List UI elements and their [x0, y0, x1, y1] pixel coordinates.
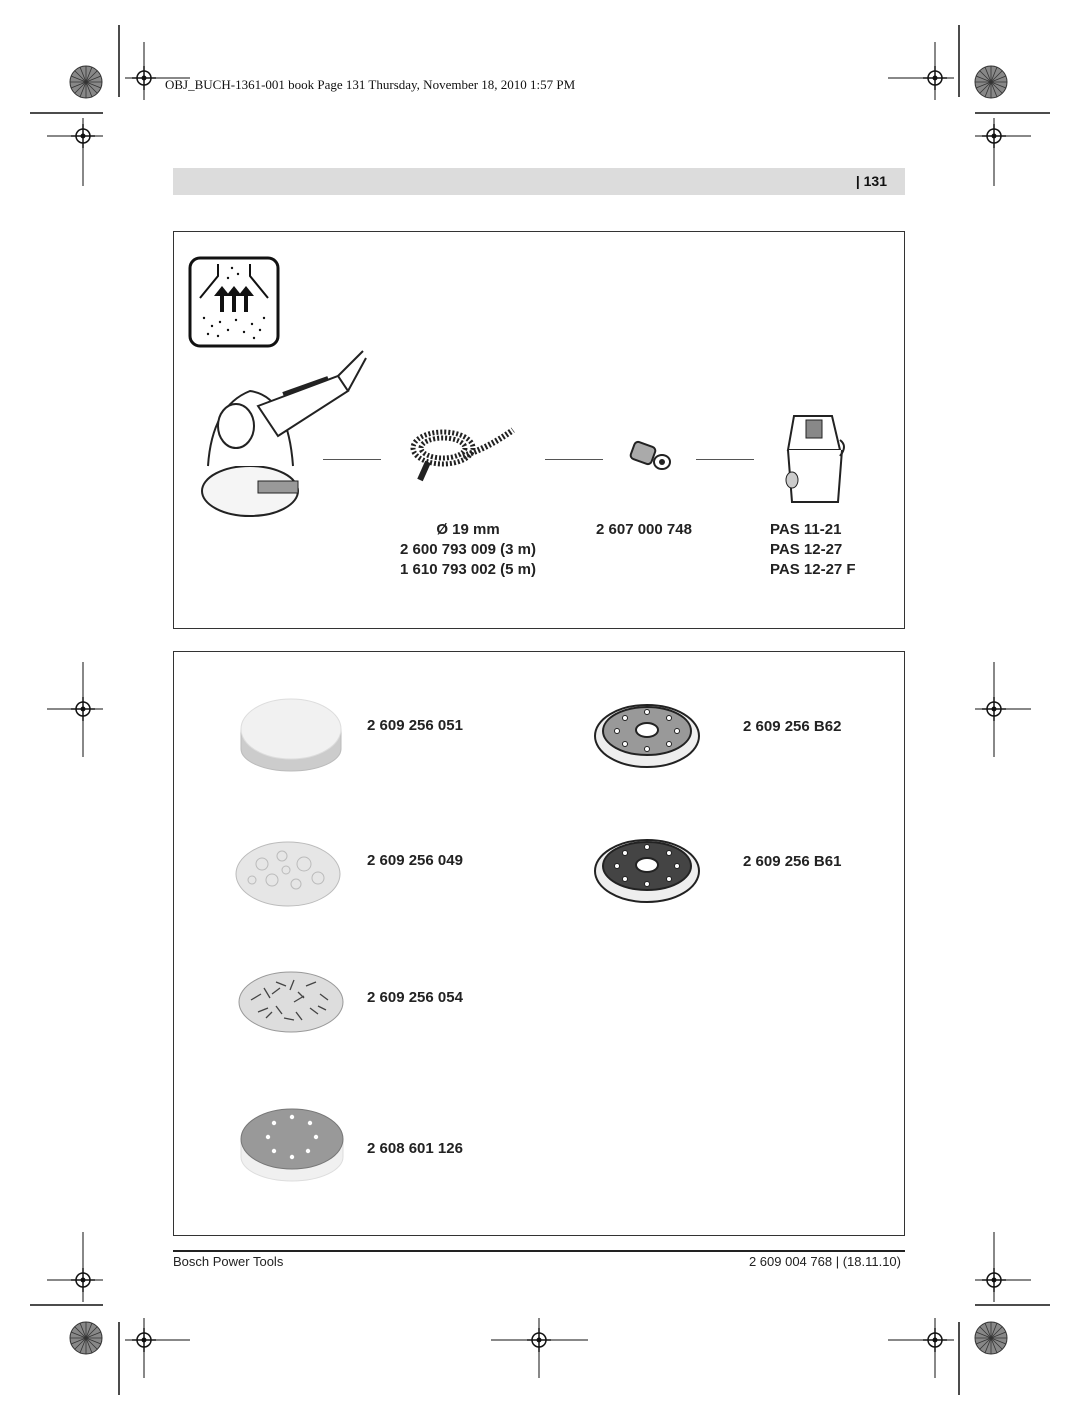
- adapter-illustration: [628, 438, 672, 474]
- part-number: 2 609 256 051: [367, 717, 463, 734]
- connector-line: [323, 459, 381, 460]
- connector-line: [696, 459, 754, 460]
- sanding-pad-illustration: [238, 1103, 346, 1185]
- footer-doc-number: 2 609 004 768 | (18.11.10): [748, 1254, 901, 1269]
- backing-pad-illustration: [593, 833, 701, 905]
- hose-part-3m: 2 600 793 009 (3 m): [400, 541, 536, 558]
- header-bar: [173, 168, 905, 195]
- hose-illustration: [408, 418, 523, 488]
- page-number: | 131: [855, 173, 887, 189]
- part-number: 2 608 601 126: [367, 1140, 463, 1157]
- footer-rule: [173, 1250, 905, 1252]
- adapter-part: 2 607 000 748: [596, 521, 692, 538]
- part-number: 2 609 256 054: [367, 989, 463, 1006]
- hose-part-5m: 1 610 793 002 (5 m): [400, 561, 536, 578]
- polishing-sponge-illustration: [232, 834, 344, 910]
- polishing-sponge-illustration: [237, 693, 345, 773]
- backing-pad-illustration: [593, 698, 701, 770]
- polishing-bonnet-illustration: [236, 962, 346, 1034]
- vacuum-cleaner-illustration: [782, 410, 848, 508]
- connector-line: [545, 459, 603, 460]
- dust-extraction-icon: [188, 256, 280, 348]
- orbital-sander-illustration: [198, 346, 368, 526]
- part-number: 2 609 256 B62: [743, 718, 842, 735]
- vacuum-model: PAS 12-27 F: [770, 561, 856, 578]
- vacuum-model: PAS 11-21: [770, 521, 842, 538]
- part-number: 2 609 256 049: [367, 852, 463, 869]
- vacuum-model: PAS 12-27: [770, 541, 843, 558]
- hose-diameter: Ø 19 mm: [436, 521, 500, 538]
- part-number: 2 609 256 B61: [743, 853, 842, 870]
- print-info: OBJ_BUCH-1361-001 book Page 131 Thursday, November 18, 2010 1:57 PM: [165, 77, 576, 92]
- footer-publisher: Bosch Power Tools: [173, 1254, 284, 1269]
